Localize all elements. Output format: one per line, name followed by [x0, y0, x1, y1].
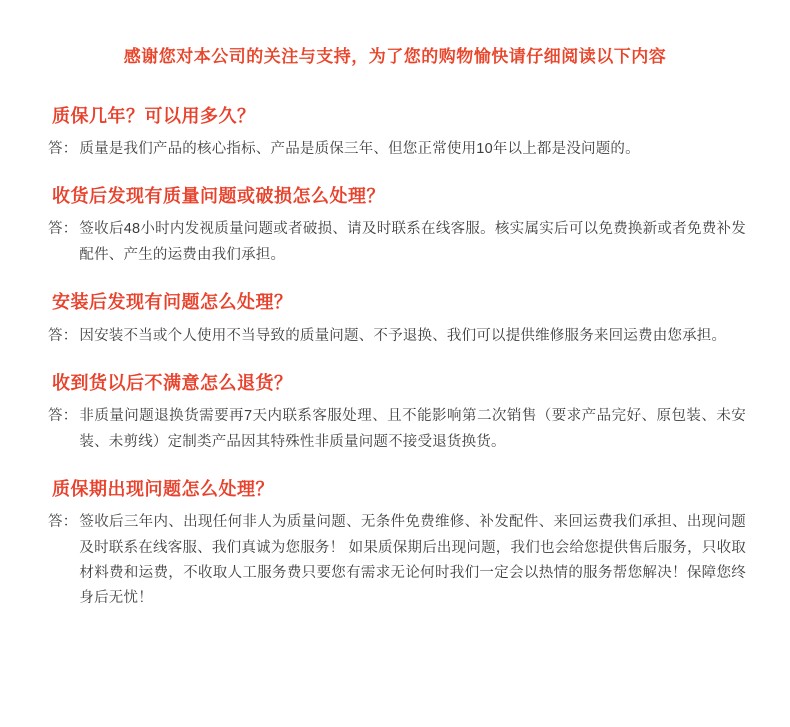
- answer-text: 签收后三年内、出现任何非人为质量问题、无条件免费维修、补发配件、来回运费我们承担、出现问题及时联系在线客服、我们真诚为您服务！ 如果质保期后出现问题，我们也会给您提供售后服务，只收取材料费和运费，不收取人工服务费只要您有需求无论何时我们一定会以热情的服务帮您解决！保障您终身后无忧！: [79, 514, 746, 607]
- intro-heading: 感谢您对本公司的关注与支持，为了您的购物愉快请仔细阅读以下内容: [123, 47, 667, 66]
- faq-question: 收货后发现有质量问题或破损怎么处理？: [52, 186, 385, 207]
- answer-label: 答：: [48, 514, 78, 531]
- faq-answer: [44, 404, 746, 455]
- faq-question: 质保几年？可以用多久？: [52, 105, 256, 126]
- answer-label: 答：: [48, 408, 78, 425]
- answer-label: 答：: [48, 221, 78, 238]
- answer-text: 因安装不当或个人使用不当导致的质量问题、不予退换、我们可以提供维修服务来回运费由您承担。: [79, 327, 727, 344]
- faq-question: 质保期出现问题怎么处理？: [52, 478, 274, 499]
- faq-item: [44, 184, 746, 268]
- answer-text: 非质量问题退换货需要再7天内联系客服处理、且不能影响第二次销售（要求产品完好、原包装、未安装、未剪线）定制类产品因其特殊性非质量问题不接受退货换货。: [79, 408, 746, 450]
- answer-label: 答：: [48, 140, 78, 157]
- faq-item: [44, 371, 746, 455]
- answer-label: 答：: [48, 327, 78, 344]
- answer-text: 签收后48小时内发视质量问题或者破损、请及时联系在线客服。核实属实后可以免费换新或者免费补发配件、产生的运费由我们承担。: [79, 221, 746, 263]
- faq-item: [44, 104, 746, 163]
- faq-answer: [44, 510, 746, 612]
- faq-question: 安装后发现有问题怎么处理？: [52, 292, 293, 313]
- faq-answer: [44, 137, 746, 162]
- faq-answer: [44, 217, 746, 268]
- faq-answer: [44, 324, 746, 349]
- answer-text: 质量是我们产品的核心指标、产品是质保三年、但您正常使用10年以上都是没问题的。: [79, 140, 640, 157]
- faq-question: 收到货以后不满意怎么退货？: [52, 372, 293, 393]
- faq-item: [44, 477, 746, 612]
- faq-item: [44, 290, 746, 349]
